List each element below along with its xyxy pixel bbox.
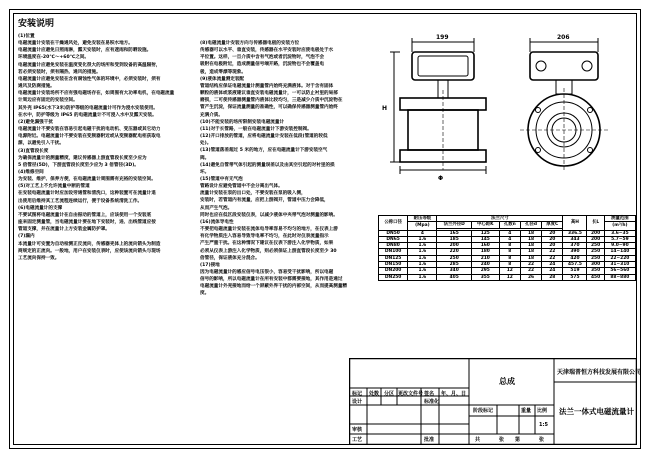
mid-text-line: 管道结构应保证电磁流量计测量管内始终充满液体。对于含有固体 bbox=[200, 83, 334, 89]
header-thick: 厚度C bbox=[542, 222, 563, 228]
table-cell: DN80 bbox=[379, 243, 408, 249]
left-text-heading: (5)对工艺上不允许流量中断的管道 bbox=[18, 184, 90, 190]
left-text-line: 电磁流量计应避免安装在温度变化很大的场所和受到设备的高温辐射， bbox=[18, 62, 161, 68]
table-cell: 28 bbox=[542, 274, 563, 280]
table-cell: 336.5 bbox=[563, 230, 587, 236]
width-dim-text: 199 bbox=[436, 34, 449, 41]
tb-weight: 重量 bbox=[521, 408, 532, 414]
table-cell: 20 bbox=[542, 243, 563, 249]
tb-process: 工艺 bbox=[352, 437, 363, 443]
tb-sign: 签名 bbox=[424, 391, 435, 397]
left-text-line: 其外壳 IP65(水下3米)防护等级的电磁流量计可作为浸水安装使用。 bbox=[18, 105, 158, 111]
table-cell: 18 bbox=[520, 230, 541, 236]
mid-text-heading: (8)电磁流量计安装方向与传感器电极的安装方位 bbox=[200, 41, 300, 46]
table-cell: 165 bbox=[437, 230, 471, 236]
mid-text-line: 处)。 bbox=[200, 141, 212, 147]
mid-text-line: (13)管道落差超过 5 米的地方，应在电磁流量计下游安装空气 bbox=[200, 148, 328, 154]
mid-text-line: 电磁流量计外壳接地而给一个屏蔽外界干扰的内部空间，从而提高测量精 bbox=[200, 284, 348, 290]
table-cell: 200 bbox=[587, 236, 604, 242]
header-flange-od: 法兰外径D bbox=[437, 222, 471, 228]
left-text-column bbox=[18, 33, 204, 262]
table-cell: 1.6 bbox=[408, 274, 437, 280]
table-cell: 200 bbox=[587, 230, 604, 236]
left-text-line: 出使用后维持其工艺流程连续运行，便于设备系统清洗工作。 bbox=[18, 198, 143, 204]
table-cell: 5.7~59 bbox=[604, 236, 635, 242]
title-block bbox=[349, 358, 642, 445]
table-cell: DN150 bbox=[379, 262, 408, 268]
left-text-line: 为安装、维护、保养方便，在电磁流量计周围需有充裕的安装空间。 bbox=[18, 177, 156, 183]
mid-text-line: 信号的影响，所以电磁流量计在所有安装中都需要接地，其作用是通过 bbox=[200, 277, 343, 283]
left-text-line: 在安装电磁流量计时应加设旁通管和清洗口，这种装置可在流量计退 bbox=[18, 191, 156, 197]
mid-text-line: 传感器可以水平、垂直安装，传感器在水平安装时应使电极处于水 bbox=[200, 48, 334, 54]
table-cell: 220 bbox=[437, 249, 471, 255]
table-cell: 26 bbox=[520, 274, 541, 280]
table-cell: 22 bbox=[520, 268, 541, 274]
table-cell: 22 bbox=[520, 262, 541, 268]
company-name: 天津瑞普恒方科技发展有限公司 bbox=[557, 369, 642, 376]
table-cell: 350 bbox=[587, 268, 604, 274]
table-cell: 20 bbox=[542, 230, 563, 236]
header-range-unit: (m³/h) bbox=[604, 222, 635, 230]
left-text-line: 电磁流量计应避免安装在含有腐蚀性气体的环境中，必须安装时，须有 bbox=[18, 76, 161, 82]
table-cell: 185 bbox=[437, 236, 471, 242]
table-cell: 250 bbox=[587, 255, 604, 261]
mid-text-line: 阀。 bbox=[200, 155, 210, 161]
height-dim-text: H bbox=[382, 105, 388, 112]
left-text-heading: (3)直管段长度 bbox=[18, 148, 49, 154]
mid-text-line: 同时也应在低区段安装仪表，以减少液体中夹带气泡对测量的影响。 bbox=[200, 212, 338, 218]
table-cell: 405 bbox=[437, 274, 471, 280]
table-cell: 3.6~35 bbox=[604, 230, 635, 236]
converter-side bbox=[530, 52, 598, 80]
table-cell: DN50 bbox=[379, 230, 408, 236]
mid-text-heading: (9)液体流量测定装配 bbox=[200, 76, 245, 82]
table-cell: 200 bbox=[437, 243, 471, 249]
mid-text-line: 坏。 bbox=[200, 169, 210, 175]
table-cell: 8 bbox=[499, 243, 520, 249]
table-cell: 1.6 bbox=[408, 262, 437, 268]
table-cell: 340 bbox=[437, 268, 471, 274]
mid-text-line: 平位置。这样，一旦介质中含有气泡或者沉淀物时，气泡不会 bbox=[200, 55, 325, 61]
table-cell: 210 bbox=[471, 255, 499, 261]
mid-text-line: 因为电磁流量计的感应信号电压很小，容易受干扰影响，所以电磁 bbox=[200, 270, 334, 275]
left-text-line: 本流量计可安置为自动检测正反流向，传感器壳体上的流向箭头为制造 bbox=[18, 241, 161, 247]
table-cell: 355 bbox=[471, 274, 499, 280]
phi-dim-text: Φ bbox=[438, 175, 444, 182]
table-cell: 56~560 bbox=[604, 268, 635, 274]
table-cell: 24 bbox=[542, 262, 563, 268]
table-cell: 18 bbox=[520, 236, 541, 242]
table-cell: 8 bbox=[499, 249, 520, 255]
mid-text-line: 充满介质。 bbox=[200, 112, 223, 118]
table-cell: 14~140 bbox=[604, 249, 635, 255]
header-holes: 孔数n bbox=[499, 222, 520, 228]
table-cell: DN250 bbox=[379, 274, 408, 280]
mid-text-heading: (15)管道中有无气泡 bbox=[200, 176, 243, 182]
left-text-line: 电源附近。电磁流量计不要安装在变频器附近或从变频器配电柜获取电 bbox=[18, 134, 161, 140]
mid-text-line: 流量计安装在泵的出口处，不要安装在泵的吸入侧， bbox=[200, 191, 306, 197]
left-text-line: 电磁流量计安装在干燥通风处，避免安装在易积水地方。 bbox=[18, 41, 133, 47]
page-title: 安装说明 bbox=[18, 19, 55, 29]
left-text-heading: (4)维修空间 bbox=[18, 169, 44, 175]
left-text-line: 商规定的正流向。一般地，用户在安装仪表时，应使该流向箭头与现场 bbox=[18, 248, 161, 254]
left-text-line: 不要试图将电磁流量计在自由振动的管道上，应该使用一个安装底 bbox=[18, 212, 152, 218]
table-cell: 9.0~90 bbox=[604, 243, 635, 249]
mid-text-line: 必须从仪表上游注入化学物质，则必须保证上游直管段长度至少 30 bbox=[200, 248, 337, 254]
mid-text-line: 管产生沉淀，保证流量测量的准确性，可以确保传感器测量管内始终 bbox=[200, 105, 338, 111]
table-cell: 88~880 bbox=[604, 274, 635, 280]
header-bolt: 中心距K bbox=[471, 222, 499, 228]
product-name: 法兰一体式电磁流量计 bbox=[559, 407, 634, 416]
tb-review: 审核 bbox=[352, 427, 363, 433]
left-text-line: 源，以避免引入干扰。 bbox=[18, 141, 64, 147]
header-pressure-unit: (Mpa) bbox=[408, 222, 437, 230]
table-cell: 18 bbox=[520, 243, 541, 249]
left-text-line: 在水中，防护等级为 IP65 的电磁流量计不可浸入水中及露天安装。 bbox=[18, 112, 157, 118]
tb-change-doc: 更改文件号 bbox=[398, 391, 424, 397]
table-cell: 519 bbox=[563, 268, 587, 274]
left-text-line: 工艺流向保持一致。 bbox=[18, 255, 60, 261]
header-flange: 法兰尺寸 bbox=[437, 216, 563, 222]
table-cell: 370 bbox=[563, 243, 587, 249]
front-view-drawing bbox=[380, 30, 500, 200]
tb-total: 共 bbox=[475, 437, 481, 443]
mid-text-line: 磨损，二可使传感器测量管内液体比较均匀，三是减少介质中沉淀物在 bbox=[200, 98, 343, 104]
tb-approve: 批准 bbox=[424, 437, 435, 443]
side-view-drawing bbox=[510, 30, 620, 200]
table-cell: 160 bbox=[471, 243, 499, 249]
left-text-line: 电磁流量计应避免日照雨淋，露天安装时，应有遮雨和防晒设施。 bbox=[18, 48, 152, 54]
table-cell: 12 bbox=[499, 268, 520, 274]
left-text-line: 若必须安装时，须有隔热、通风的措施。 bbox=[18, 69, 101, 75]
left-text-line: 管道支撑，并在流量计上方安装金属防护罩。 bbox=[18, 227, 110, 233]
table-cell: 125 bbox=[471, 230, 499, 236]
left-text-heading: (6)电磁流量计的支撑 bbox=[18, 205, 63, 211]
table-cell: 18 bbox=[520, 255, 541, 261]
table-cell: 8 bbox=[499, 255, 520, 261]
mid-text-line: 极，造成零漂等现象。 bbox=[200, 69, 246, 75]
mid-text-line: 倍管径，保证液体充分混合。 bbox=[200, 255, 260, 261]
left-text-heading: (2)避免漏强干扰 bbox=[18, 119, 53, 125]
table-cell: 180 bbox=[471, 249, 499, 255]
assembly-label: 总成 bbox=[499, 377, 515, 386]
table-cell: 1.6 bbox=[408, 249, 437, 255]
spec-table bbox=[378, 215, 636, 281]
mid-text-line: 颗粒的液体或浆液建议垂直安装电磁流量计，一可以防止衬里的局部 bbox=[200, 91, 338, 97]
middle-text-column bbox=[200, 40, 375, 298]
tb-zone: 分区 bbox=[384, 391, 395, 397]
table-cell: 20 bbox=[542, 236, 563, 242]
side-dim-text: 206 bbox=[557, 34, 570, 41]
table-cell: 31~310 bbox=[604, 262, 635, 268]
mid-text-line: 安装时，若管道内有流量，应把上游阀开，管道中压力会降低， bbox=[200, 198, 329, 204]
left-text-line: 电磁流量计安装场所不应有强电磁场存在，如周围有大功率电机，在电磁流量 bbox=[18, 91, 175, 97]
table-cell: 4 bbox=[499, 236, 520, 242]
table-cell: 4 bbox=[408, 230, 437, 236]
tb-stage-mark: 阶段标记 bbox=[473, 408, 494, 414]
mid-text-line: 不要把电磁流量计安装在流体电导率容易不均匀的地方，在仪表上游 bbox=[200, 227, 338, 233]
tb-date: 年、月、日 bbox=[441, 391, 467, 397]
tb-count: 处数 bbox=[369, 391, 380, 397]
table-row bbox=[379, 274, 636, 280]
table-cell: 8 bbox=[499, 262, 520, 268]
table-cell: 240 bbox=[471, 262, 499, 268]
mid-text-line: 管路设计应避免管道中不会分离出气体。 bbox=[200, 184, 283, 190]
table-cell: 457.5 bbox=[563, 262, 587, 268]
table-cell: 285 bbox=[437, 262, 471, 268]
table-cell: 1.6 bbox=[408, 255, 437, 261]
table-cell: 420 bbox=[563, 255, 587, 261]
table-cell: 22 bbox=[542, 255, 563, 261]
tb-page-sheet: 张 bbox=[539, 437, 545, 443]
mid-text-line: 有化学物质注入容易导致导电率不均匀，在此时对仪表流量指示 bbox=[200, 234, 329, 240]
table-cell: 4 bbox=[499, 230, 520, 236]
tb-page: 第 bbox=[515, 437, 521, 443]
tb-scale-value: 1:5 bbox=[539, 422, 548, 428]
table-cell: DN100 bbox=[379, 249, 408, 255]
table-cell: 250 bbox=[437, 255, 471, 261]
table-cell: 18 bbox=[520, 249, 541, 255]
left-text-heading: (1)位置 bbox=[18, 34, 35, 39]
header-height: 高H bbox=[563, 216, 587, 231]
mid-text-heading: (10)不能安装的场所限制安装电磁流量计 bbox=[200, 119, 285, 125]
table-cell: 22 bbox=[542, 249, 563, 255]
mid-text-line: 产生严重干扰。在这种情况下建议在仪表下游注入化学物质，如果 bbox=[200, 241, 334, 247]
table-cell: 450 bbox=[587, 274, 604, 280]
header-range: 测量范围 bbox=[604, 216, 635, 222]
left-text-line: 计周边应有固定的安装空间。 bbox=[18, 98, 78, 104]
table-cell: 12 bbox=[499, 274, 520, 280]
mid-text-line: 吸附在电极附近，造成测量信号端开路，沉淀物也不会覆盖电 bbox=[200, 62, 325, 68]
tb-sheets: 张 bbox=[499, 437, 505, 443]
tb-scale: 比例 bbox=[537, 408, 548, 414]
table-cell: 1.6 bbox=[408, 236, 437, 242]
left-text-line: 电磁流量计不要安装在容易引起电磁干扰的电动机、变压器或其它动力 bbox=[18, 127, 161, 133]
table-cell: 390 bbox=[563, 249, 587, 255]
mid-text-heading: (16)流体导电性 bbox=[200, 219, 234, 225]
mid-text-line: (11)对于长管路，一般在电磁流量计下游安装控制阀。 bbox=[200, 126, 312, 132]
table-cell: DN125 bbox=[379, 255, 408, 261]
table-cell: 250 bbox=[587, 249, 604, 255]
left-text-line: 5 倍管径(5D)，下游直管段长度至少应为 3 倍管径(3D)。 bbox=[18, 162, 139, 168]
tb-design: 设计 bbox=[352, 399, 363, 405]
table-cell: 24 bbox=[542, 268, 563, 274]
mid-text-heading: (17)接地 bbox=[200, 262, 220, 268]
header-length: 长L bbox=[587, 216, 604, 231]
header-hole-d: 孔径d bbox=[520, 222, 541, 228]
mid-text-line: (12)开口排放的管道，应将电磁流量计安装在低段(管道的较低 bbox=[200, 134, 328, 140]
header-dn: 公称口径 bbox=[379, 216, 408, 231]
tb-mark: 标记 bbox=[352, 391, 363, 397]
table-cell: 145 bbox=[471, 236, 499, 242]
table-cell: 1.6 bbox=[408, 268, 437, 274]
left-text-heading: (7)漏内 bbox=[18, 234, 35, 240]
table-cell: 250 bbox=[587, 243, 604, 249]
left-text-line: 座来固定测量管，当电磁流量计要在地下安装时，进、出线管道应按 bbox=[18, 220, 156, 226]
left-text-line: 通风及防腐措施。 bbox=[18, 84, 55, 90]
mid-text-line: 度。 bbox=[200, 291, 210, 297]
header-pressure: 耐压等级 bbox=[408, 216, 437, 222]
mid-text-line: 从而产生气泡。 bbox=[200, 205, 233, 211]
left-text-line: 环境温度在-20℃～+60℃之间。 bbox=[18, 55, 90, 61]
table-cell: 343 bbox=[563, 236, 587, 242]
table-cell: 300 bbox=[587, 262, 604, 268]
table-cell: DN65 bbox=[379, 236, 408, 242]
mid-text-line: (14)避免自管带气体引起的测量误差以及由其空引起的对衬里的损 bbox=[200, 162, 335, 168]
table-cell: 22~220 bbox=[604, 255, 635, 261]
table-cell: 1.6 bbox=[408, 243, 437, 249]
table-cell: 295 bbox=[471, 268, 499, 274]
left-text-line: 为确保流量计的测量精度，建议传感器上游直管段长度至少应为 bbox=[18, 155, 147, 161]
table-cell: DN200 bbox=[379, 268, 408, 274]
table-cell: 575 bbox=[563, 274, 587, 280]
tb-standardize: 标准化 bbox=[424, 399, 440, 405]
